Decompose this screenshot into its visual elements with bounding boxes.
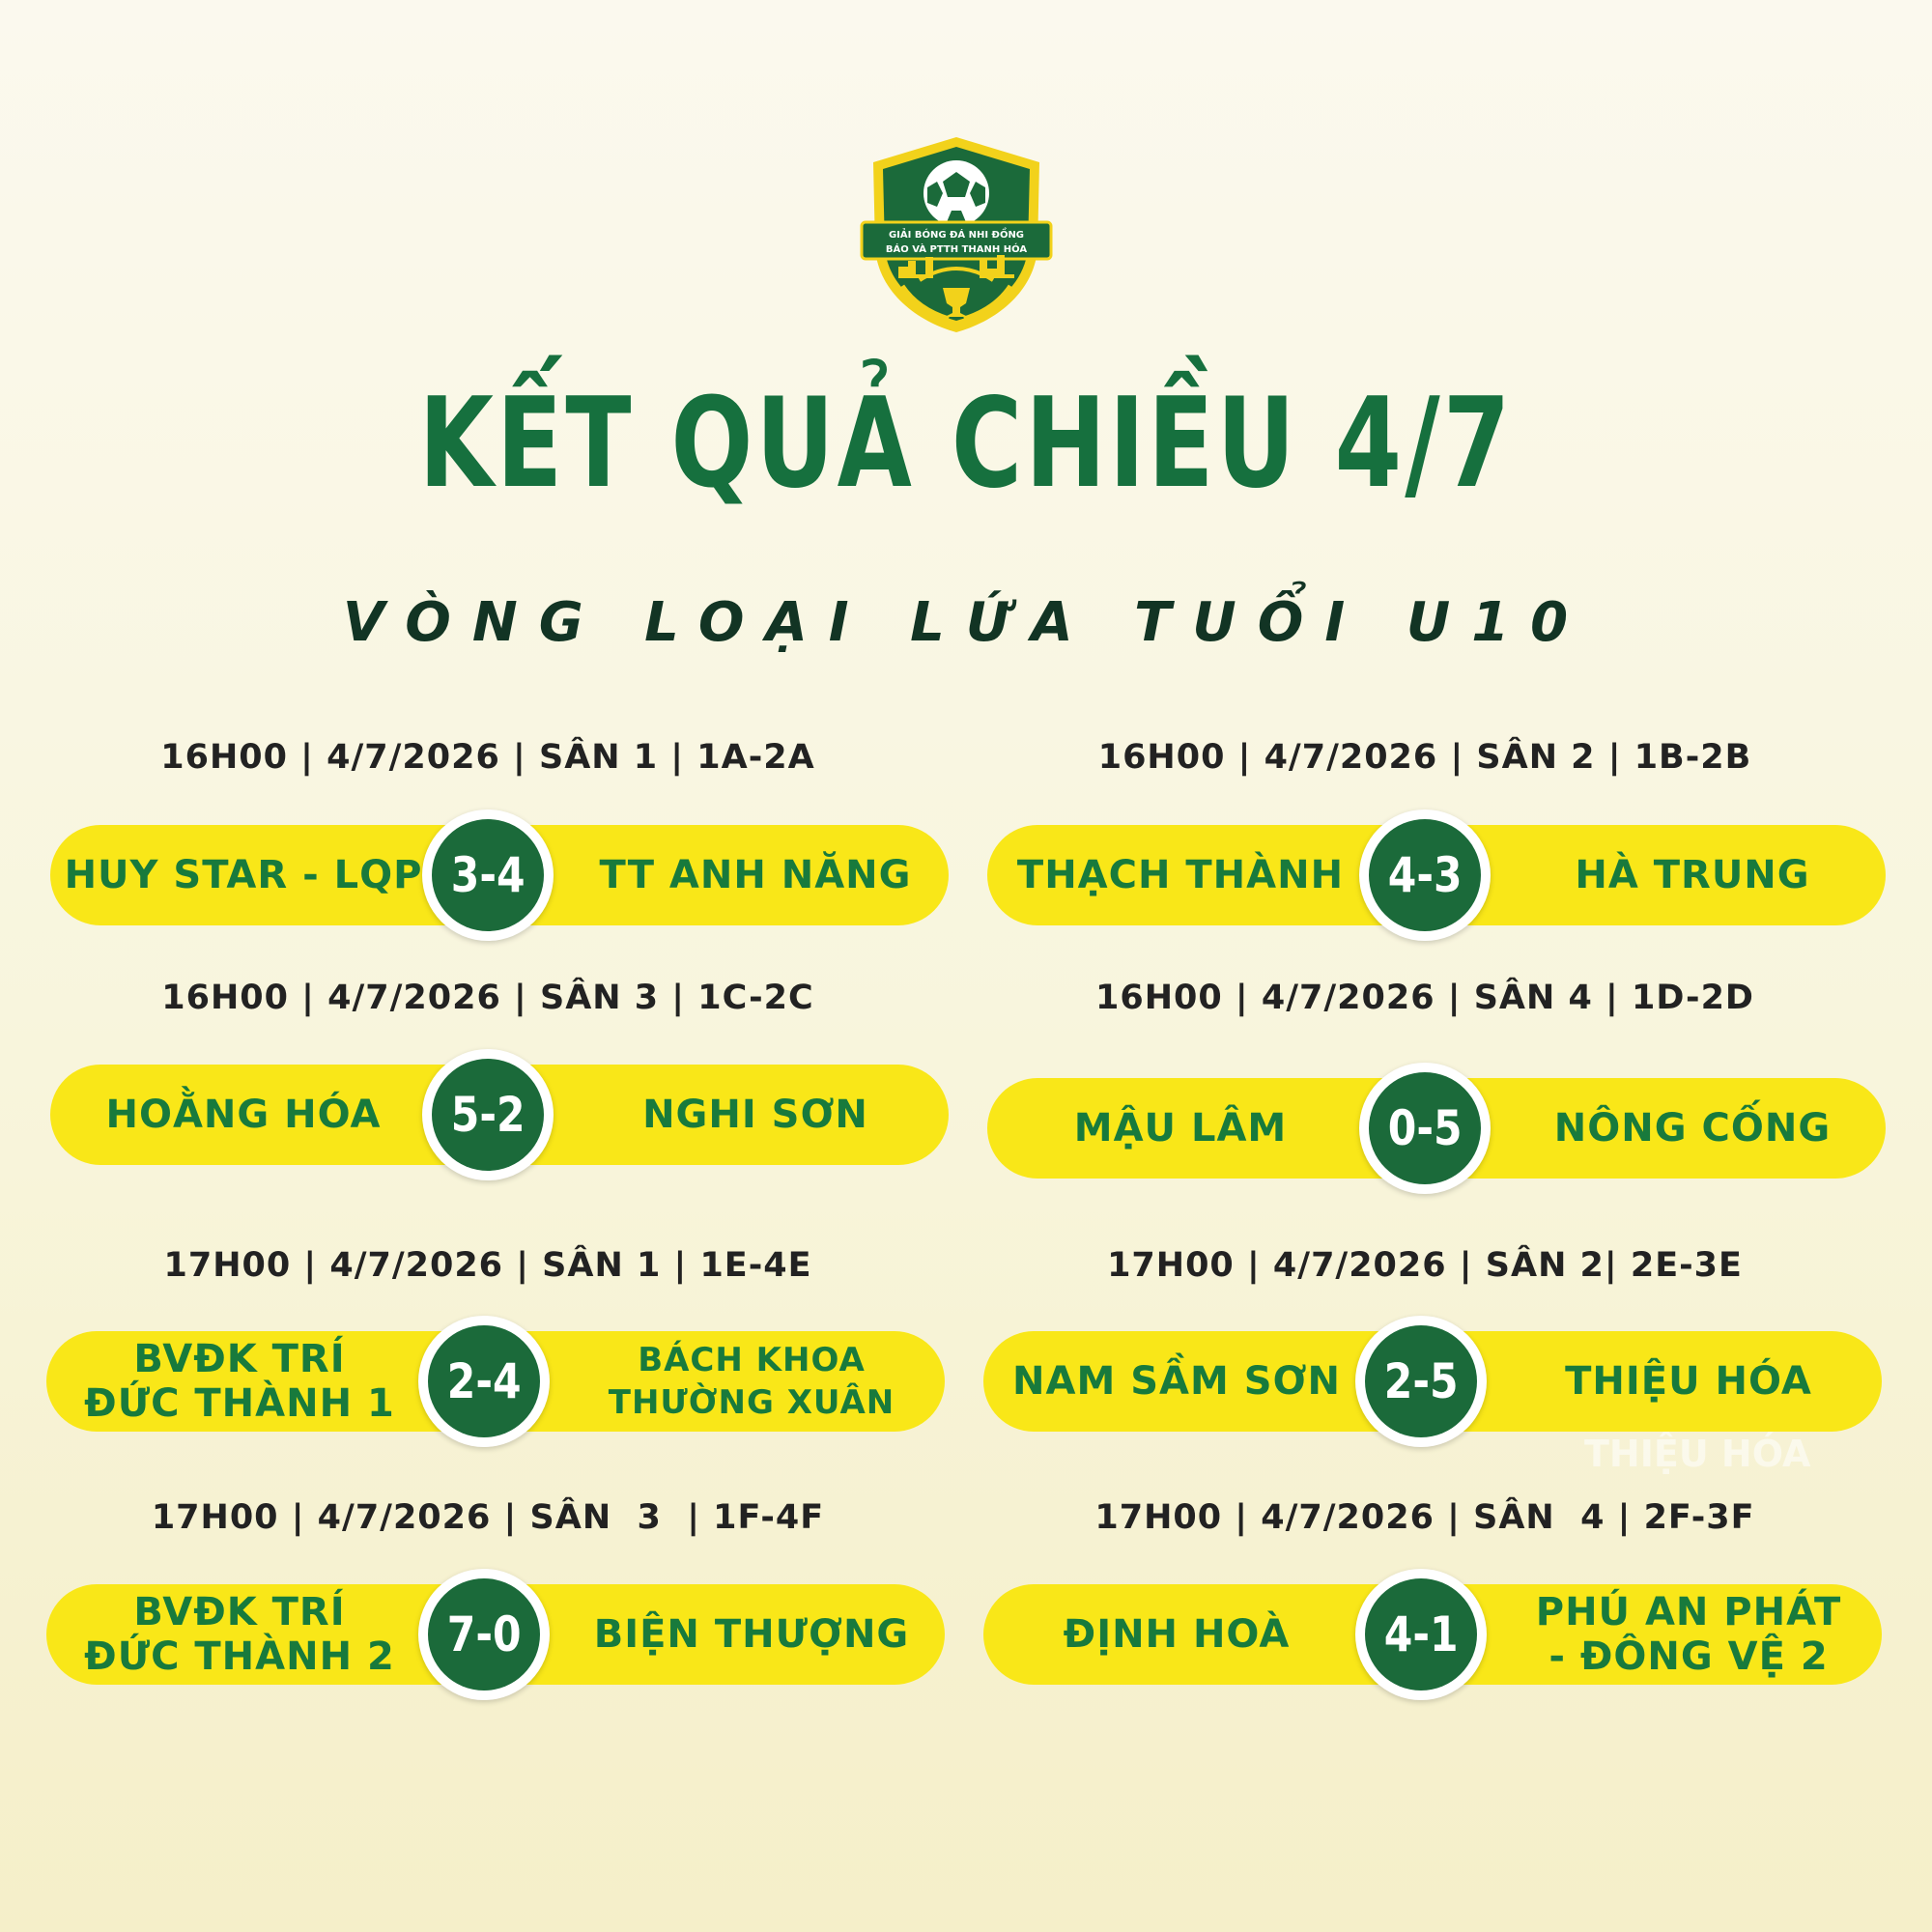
score: 3-4 (450, 847, 526, 903)
away-team: NGHI SƠN (642, 1093, 868, 1137)
home-team: BVĐK TRÍ ĐỨC THÀNH 1 (84, 1337, 395, 1426)
home-team: HUY STAR - LQP (64, 853, 423, 897)
away-team: HÀ TRUNG (1575, 853, 1810, 897)
match-info: 17H00 | 4/7/2026 | SÂN 3 | 1F-4F (151, 1498, 825, 1537)
match-info: 17H00 | 4/7/2026 | SÂN 1 | 1E-4E (163, 1246, 812, 1285)
score-badge (1359, 810, 1491, 941)
score-badge (422, 1049, 554, 1180)
score: 2-4 (446, 1353, 522, 1409)
score: 2-5 (1383, 1353, 1459, 1409)
match-card (50, 825, 949, 925)
match-card (987, 1078, 1886, 1179)
match-card (46, 1584, 945, 1685)
away-team: BÁCH KHOA THƯỜNG XUÂN (608, 1341, 895, 1422)
away-team: TT ANH NĂNG (599, 853, 912, 897)
home-team: BVĐK TRÍ ĐỨC THÀNH 2 (84, 1590, 395, 1679)
score: 4-3 (1387, 847, 1463, 903)
match-card (987, 825, 1886, 925)
home-team: ĐỊNH HOÀ (1063, 1612, 1291, 1657)
match-card (46, 1331, 945, 1432)
match-card (983, 1584, 1882, 1685)
logo-text-line1: GIẢI BÓNG ĐÁ NHI ĐỒNG (888, 230, 1025, 241)
page-subtitle: VÒNG LOẠI LỨA TUỔI U10 (342, 591, 1590, 654)
home-team: THẠCH THÀNH (1016, 853, 1345, 897)
score-badge (422, 810, 554, 941)
match-info: 17H00 | 4/7/2026 | SÂN 2| 2E-3E (1107, 1246, 1743, 1285)
match-info: 16H00 | 4/7/2026 | SÂN 3 | 1C-2C (161, 979, 814, 1017)
score: 4-1 (1383, 1606, 1459, 1662)
score-badge (1355, 1316, 1487, 1447)
away-team: PHÚ AN PHÁT - ĐÔNG VỆ 2 (1535, 1590, 1842, 1679)
score: 5-2 (450, 1087, 526, 1143)
score-badge (1359, 1063, 1491, 1194)
home-team: NAM SẦM SƠN (1012, 1359, 1341, 1404)
score-badge (418, 1316, 550, 1447)
score: 0-5 (1387, 1100, 1463, 1156)
score-badge (418, 1569, 550, 1700)
match-info: 16H00 | 4/7/2026 | SÂN 1 | 1A-2A (160, 738, 815, 777)
away-team: NÔNG CỐNG (1553, 1106, 1832, 1151)
away-team: BIỆN THƯỢNG (593, 1612, 910, 1657)
score-badge (1355, 1569, 1487, 1700)
away-team: THIỆU HÓA (1565, 1359, 1812, 1404)
match-info: 17H00 | 4/7/2026 | SÂN 4 | 2F-3F (1094, 1498, 1755, 1537)
match-info: 16H00 | 4/7/2026 | SÂN 4 | 1D-2D (1095, 979, 1754, 1017)
home-team: HOẰNG HÓA (105, 1093, 382, 1137)
home-team: MẬU LÂM (1073, 1106, 1288, 1151)
match-info: 16H00 | 4/7/2026 | SÂN 2 | 1B-2B (1097, 738, 1752, 777)
watermark-text: THIỆU HÓA (1584, 1433, 1811, 1475)
logo-text-line2: BÁO VÀ PTTH THANH HÓA (885, 244, 1028, 255)
match-card (50, 1065, 949, 1165)
tournament-logo (860, 133, 1053, 336)
score: 7-0 (446, 1606, 522, 1662)
page-title: KẾT QUẢ CHIỀU 4/7 (418, 372, 1514, 516)
match-card (983, 1331, 1882, 1432)
